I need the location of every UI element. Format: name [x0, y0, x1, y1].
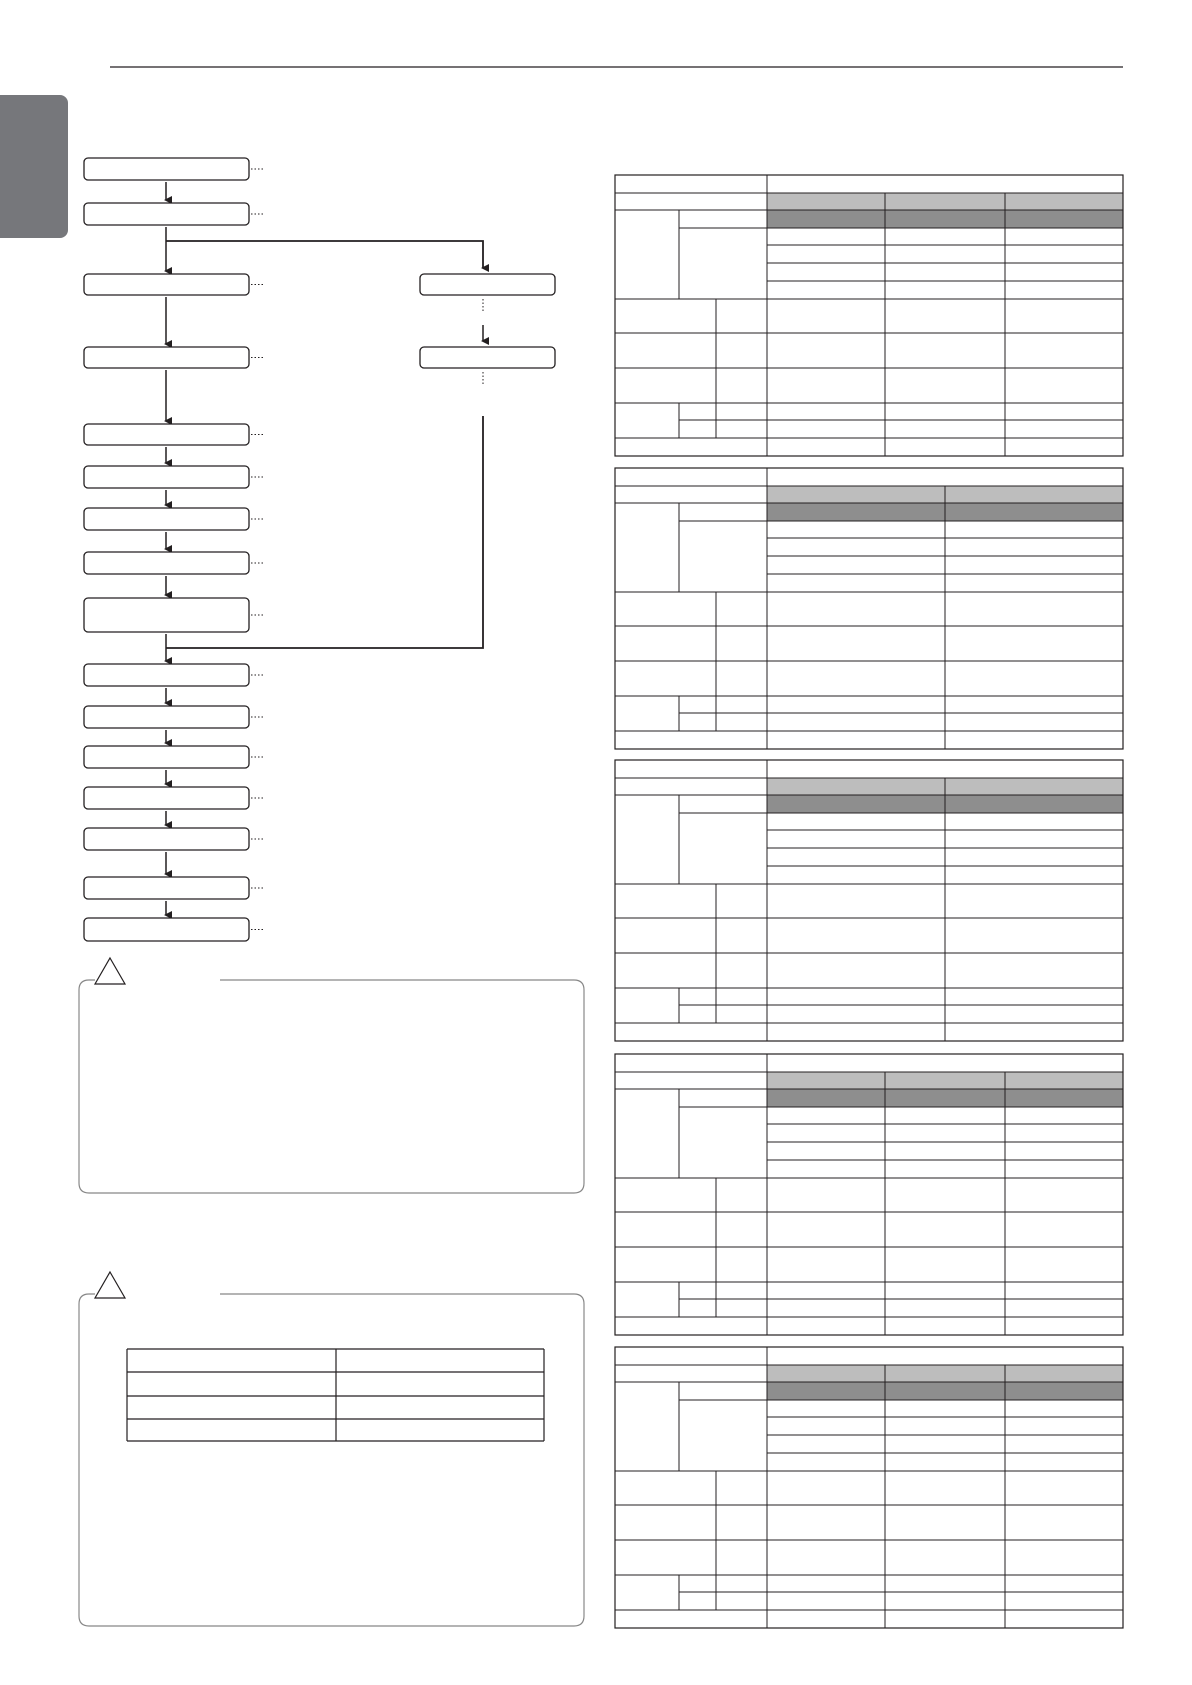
flow-step-box	[84, 203, 249, 225]
flow-step-box	[84, 347, 249, 368]
header-dark-band	[767, 210, 1123, 228]
header-dark-band	[767, 1089, 1123, 1107]
branch-step-box	[420, 274, 555, 295]
flow-step-box	[84, 706, 249, 728]
warning-triangle-icon	[95, 1272, 125, 1298]
flow-step-box	[84, 158, 249, 180]
header-light-band	[767, 1072, 1123, 1089]
flowchart	[84, 158, 555, 941]
flow-step-box	[84, 466, 249, 488]
branch-step-box	[420, 347, 555, 368]
flow-step-box	[84, 424, 249, 445]
flow-step-box	[84, 918, 249, 941]
spec-table	[615, 1054, 1123, 1335]
flow-step-box	[84, 828, 249, 850]
flow-step-box	[84, 598, 249, 632]
warning-triangle-icon	[95, 958, 125, 984]
flow-step-box	[84, 508, 249, 530]
flow-step-box	[84, 552, 249, 574]
spec-table	[615, 1347, 1123, 1628]
flow-step-box	[84, 746, 249, 768]
caution-boxes	[79, 958, 584, 1626]
header-dark-band	[767, 1382, 1123, 1400]
caution-frame	[79, 1294, 584, 1626]
spec-table	[615, 468, 1123, 749]
flow-step-box	[84, 877, 249, 899]
flow-step-box	[84, 664, 249, 686]
spec-table	[615, 760, 1123, 1041]
flow-step-box	[84, 787, 249, 809]
spec-tables	[615, 175, 1123, 1628]
header-light-band	[767, 193, 1123, 210]
caution-frame	[79, 980, 584, 1193]
branch-connector	[166, 241, 483, 268]
flow-step-box	[84, 274, 249, 295]
spec-table	[615, 175, 1123, 456]
header-light-band	[767, 1365, 1123, 1382]
